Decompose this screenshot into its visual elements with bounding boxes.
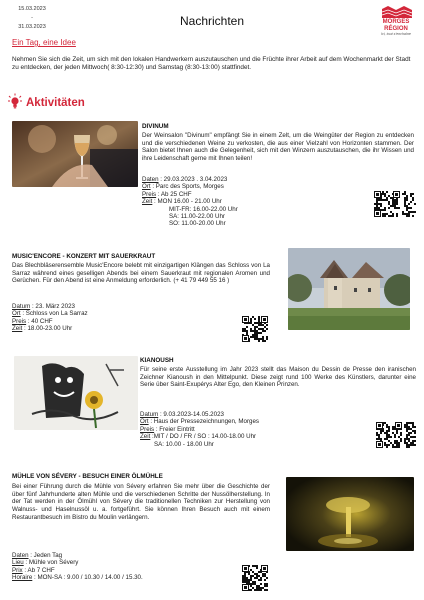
info-row: [140, 433, 259, 440]
info-value: : Haus der Pressezeichnungen, Morges: [148, 418, 259, 426]
section-header: [8, 94, 85, 112]
date-to: 31.03.2023: [18, 24, 46, 30]
info-key: Zeit: [12, 325, 23, 333]
info-row: [142, 220, 238, 227]
morges-region-logo: [376, 5, 416, 41]
info-row: [140, 441, 259, 448]
info-value: :MIT / DO / FR / SO : 14.00-18.00 Uhr: [150, 433, 257, 441]
page-title: Nachrichten: [179, 14, 245, 28]
info-row: [140, 411, 259, 418]
event-title: MUSIC'ENCORE - KONZERT MIT SAUERKRAUT: [12, 253, 156, 260]
info-value: : Ab 25 CHF: [156, 190, 192, 198]
event-info: [142, 176, 238, 228]
info-value: : MON-SA : 9.00 / 10.30 / 14.00 / 15.30.: [32, 574, 143, 582]
info-value: : Schloss von La Sarraz: [20, 310, 88, 318]
info-value: : 29.03.2023 . 3.04.2023: [158, 176, 228, 183]
divinum-photo: [12, 121, 138, 187]
event-info: [12, 552, 143, 582]
subtitle-link[interactable]: Ein Tag, eine Idee: [12, 38, 76, 47]
info-row: [140, 426, 259, 433]
info-key: Zeit: [142, 198, 153, 206]
event-description: Das Blechbläserensemble Music'Encore belebt mit einzigartigen Klängen das Schloss von La Sarraz während eines geselligen Abends bei einem Sauerkraut mit regionalen Aromen und Gerüchen. Für den Abend ist eine Anmeldung erforderlich. (+ 41 79 449 55 16 ): [12, 262, 270, 285]
oil-mill-photo: [286, 477, 414, 551]
info-row: [12, 318, 88, 325]
info-value: : Ab 7 CHF: [22, 566, 55, 574]
event-description: Für seine erste Ausstellung im Jahr 2023 stellt das Maison du Dessin de Presse den iranischen Zeichner Kianoush in den Mittelpunkt. Diese zeigt rund 100 Werke des Künstlers, darunter eine Serie über Saint-Exupérys Alter Ego, den Kleinen Prinzen.: [140, 366, 416, 389]
qr-code-icon[interactable]: [402, 191, 416, 217]
section-title: Aktivitäten: [26, 97, 85, 109]
info-value: MIT-FR: 16.00-22.00 Uhr: [169, 205, 238, 213]
date-from: 15.03.2023: [18, 6, 46, 12]
info-row: [12, 574, 143, 581]
info-row: [142, 206, 238, 213]
event-info: [140, 411, 259, 448]
logo-line-2: RÉGION: [384, 25, 408, 32]
event-title: MÜHLE VON SÉVERY - BESUCH EINER ÖLMÜHLE: [12, 473, 163, 480]
info-key: Preis: [142, 190, 157, 198]
info-row: [140, 418, 259, 425]
info-key: Daten: [142, 176, 159, 183]
kianoush-drawing: [14, 356, 138, 430]
info-key: Horaire: [12, 574, 33, 582]
info-value: : 9.03.2023-14.05.2023: [158, 411, 224, 418]
info-row: [12, 303, 88, 310]
event-info: [12, 303, 88, 333]
intro-paragraph: Nehmen Sie sich die Zeit, um sich mit den lokalen Handwerkern auszutauschen und die Früchte ihrer Arbeit auf dem Wochenmarkt der Stadt zu entdecken, der jeden Mittwoch( 8:30-12:30) und Samstag (8:30-13:00) stattfindet.: [12, 56, 411, 71]
info-row: [12, 552, 143, 559]
event-description: Der Weinsalon "Divinum" empfängt Sie in einem Zelt, um die Weingüter der Region zu entdecken und die verschiedenen Weine zu verkosten, die aus einer Vielzahl von Horizonten stammen. Der Salon bietet Ihnen auch die Gelegenheit, sich mit den Winzern auszutauschen, die ihr Wissen und ihre Leidenschaft gerne mit Ihnen teilen!: [142, 132, 414, 163]
info-value: : 40 CHF: [26, 317, 53, 325]
info-row: [12, 325, 88, 332]
info-key: Ort: [142, 183, 151, 191]
info-key: Ort: [12, 310, 21, 318]
info-key: Daten: [12, 552, 29, 559]
qr-code-icon[interactable]: [242, 316, 268, 342]
info-key: Zeit: [140, 433, 151, 441]
info-key: Preis: [12, 317, 27, 325]
info-value: : Freier Eintritt: [154, 425, 195, 433]
info-key: Lieu: [12, 559, 24, 567]
qr-code-icon[interactable]: [404, 422, 416, 448]
info-row: [12, 567, 143, 574]
qr-code-icon[interactable]: [374, 191, 400, 217]
info-key: Datum: [140, 411, 159, 418]
info-key: Preis: [140, 425, 155, 433]
logo-line-1: MORGES: [382, 19, 410, 25]
info-value: : MON 16.00 - 21.00 Uhr: [152, 198, 222, 206]
info-value: : Jeden Tag: [28, 552, 63, 559]
info-value: : Mühle von Sévery: [23, 559, 79, 567]
info-value: SA: 10.00 - 18.00 Uhr: [154, 440, 214, 448]
info-row: [142, 183, 238, 190]
qr-code-icon[interactable]: [376, 422, 402, 448]
event-title: KIANOUSH: [140, 357, 174, 364]
info-key: Ort: [140, 418, 149, 426]
event-description: Bei einer Führung durch die Mühle von Sévery erfahren Sie mehr über die Geschichte der über fünf Jahrhunderte alten Mühle und die verschiedenen Schritte der Nussölherstellung. In der Tat werden in der Ölmühl von Sévery die traditionellen Techniken zur Herstellung von Walnuss- und Haselnussöl u. a. fortgeführt. Sie können Ihren Besuch auch mit einem Restaurantbesuch im Bistro du Moulin verlängern.: [12, 483, 270, 521]
info-row: [12, 559, 143, 566]
info-value: : 18.00-23.00 Uhr: [22, 325, 73, 333]
info-row: [12, 310, 88, 317]
info-key: Datum: [12, 303, 31, 310]
lightbulb-icon: [8, 93, 22, 114]
event-title: DIVINUM: [142, 123, 169, 130]
info-value: : Parc des Sports, Morges: [150, 183, 224, 191]
date-separator: -: [31, 15, 33, 21]
info-key: Prix: [12, 566, 23, 574]
info-value: SA: 11.00-22.00 Uhr: [169, 213, 225, 221]
info-value: SO: 11.00-20.00 Uhr: [169, 220, 226, 228]
info-row: [142, 213, 238, 220]
logo-tagline: Ici, tout s'enchaîne: [381, 32, 411, 36]
info-row: [142, 198, 238, 205]
info-value: : 23. März 2023: [30, 303, 75, 310]
info-row: [142, 191, 238, 198]
info-row: [142, 176, 238, 183]
castle-photo: [288, 248, 410, 330]
qr-code-icon[interactable]: [242, 565, 268, 591]
